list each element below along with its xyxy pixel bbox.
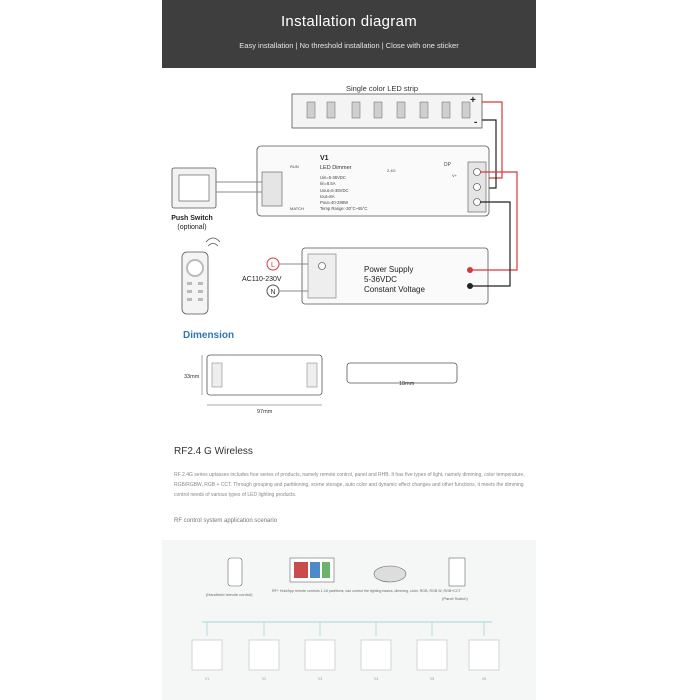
power-supply-line: Constant Voltage [364, 285, 425, 294]
dimmer-match-label: MATCH [290, 206, 304, 211]
receiver-label: V4 [373, 677, 379, 681]
output-screw-3 [474, 199, 481, 206]
dimension-drawing [162, 345, 536, 425]
handheld-remote-label: (Handheld remote control) [206, 592, 253, 597]
push-switch-label: Push Switch [171, 215, 213, 222]
front-view-terminal-left [212, 363, 222, 387]
power-supply-line: 5-36VDC [364, 275, 397, 284]
strip-plus-label: + [470, 95, 476, 106]
dimension-side-view [347, 363, 457, 383]
front-view-terminal-right [307, 363, 317, 387]
rf-description: RF 2.4G series uptasses includes four series of products, namely remote control, panel and RHB. It has five types of light, namely dimming, color temperature, RGB/RGBW, RGB + CCT. Through grouping and partitioning, scene storage, auto color and dynamic effect changes and other functions, it meets the dimming control needs of various types of LED lighting products. [174, 472, 525, 498]
push-switch-button [179, 175, 209, 201]
dimmer-name: LED Dimmer [320, 165, 352, 171]
dimmer-spec: Iin=8.5A [320, 181, 336, 186]
dimmer-model: V1 [320, 155, 329, 162]
remote-color-wheel [187, 260, 203, 276]
handheld-remote-icon [228, 558, 242, 586]
dimension-front-view [207, 355, 322, 395]
ac-voltage-label: AC110-230V [242, 276, 282, 283]
live-label: L [271, 262, 275, 269]
output-screw-1 [474, 169, 481, 176]
receiver-label: V5 [429, 677, 435, 681]
panel-switch-icon [449, 558, 465, 586]
receiver-label: V1 [204, 677, 210, 681]
dimmer-spec: Temp Range:-30°C~55°C [320, 206, 368, 211]
led-strip-label: Single color LED strip [345, 84, 419, 93]
depth-dimension-label: 18mm [399, 381, 415, 387]
receiver-label: V3 [317, 677, 323, 681]
receiver-label: V6 [481, 677, 487, 681]
application-scenario-diagram [162, 540, 536, 700]
width-dimension-label: 97mm [257, 409, 273, 415]
remote-signal-icon [206, 238, 220, 246]
dimmer-input-terminal [262, 172, 282, 206]
dimmer-output-label: DP [444, 162, 451, 168]
dimmer-v-label: V+ [452, 173, 458, 178]
hub-app-color-block [310, 562, 320, 578]
dimmer-spec: Uin=5-36VDC [320, 175, 346, 180]
ps-screw [319, 263, 326, 270]
page-subtitle: Easy installation | No threshold installation | Close with one sticker [239, 41, 459, 50]
hub-app-color-block [294, 562, 308, 578]
bus-drops [207, 622, 484, 636]
receiver-label: V2 [261, 677, 267, 681]
rf-section-title: RF2.4 G Wireless [174, 446, 253, 457]
height-dimension-label: 33mm [184, 374, 200, 380]
power-supply-line: Power Supply [364, 265, 414, 274]
product-page [162, 0, 536, 700]
strip-minus-label: - [474, 117, 478, 128]
hub-app-color-block [322, 562, 330, 578]
panel-switch-label: (Panel Switch) [442, 596, 468, 601]
dimmer-spec: Iout=8A [320, 194, 335, 199]
page-title: Installation diagram [280, 13, 418, 30]
output-screw-2 [474, 184, 481, 191]
receiver-boxes [192, 640, 499, 670]
hub-app-label: RF+ Hub/App remote controls 1-16 partitions, can control the lighting basics, dimming, color, RGB, RGB W, RGB+CCT [272, 589, 461, 593]
dimension-title: Dimension [183, 330, 235, 341]
push-switch-optional: (optional) [177, 224, 207, 231]
power-supply-terminal [308, 254, 336, 298]
led-reel-icon [374, 566, 406, 582]
header-banner [162, 0, 536, 68]
neutral-label: N [270, 289, 276, 296]
wiring-diagram [162, 80, 536, 320]
dimmer-antenna-label: 2.4G [387, 168, 396, 173]
rf-scenario-subtitle: RF control system application scenario [174, 518, 278, 524]
switch-wires [216, 182, 262, 192]
dimmer-spec: Pout=40-288W [320, 200, 349, 205]
dimmer-spec: Uout=5-36VDC [320, 188, 349, 193]
dimmer-run-label: RUN [290, 164, 299, 169]
led-strip [292, 94, 482, 128]
